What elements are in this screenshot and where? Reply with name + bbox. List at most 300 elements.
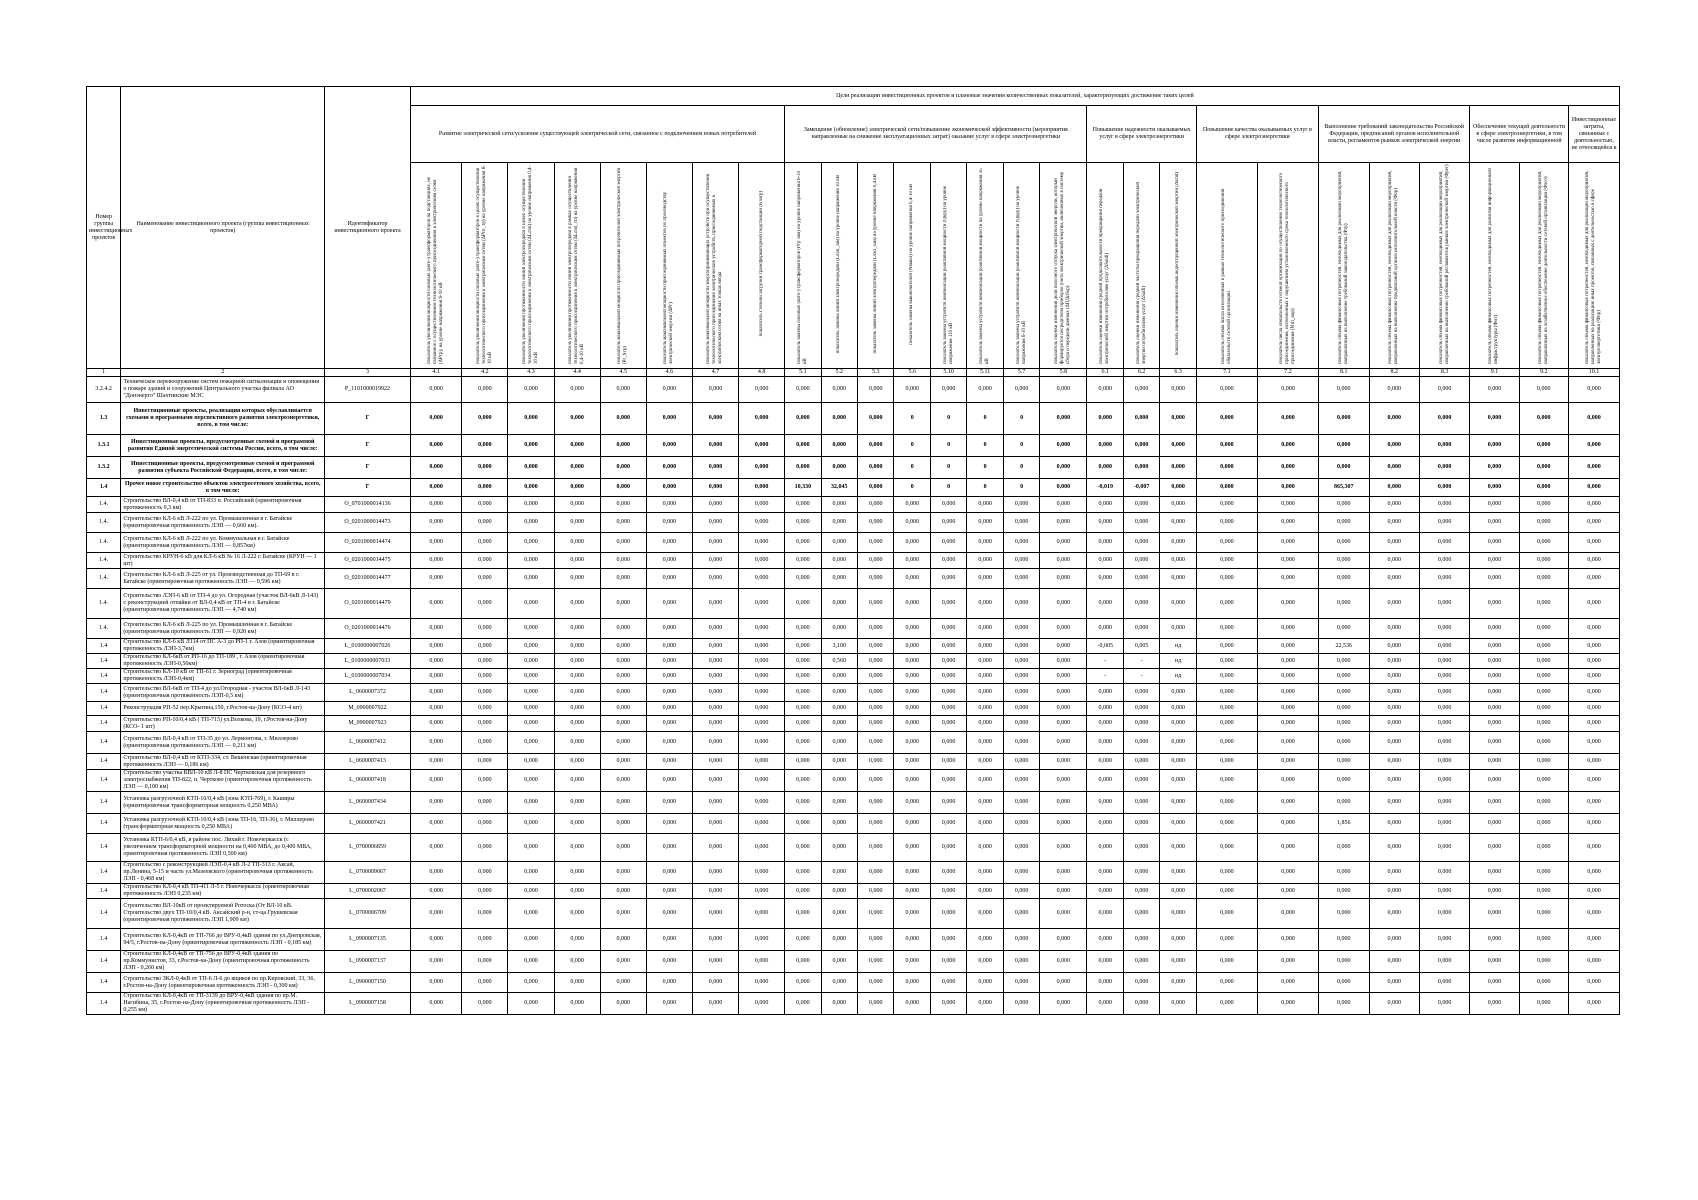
column-number: 4.5 [600,369,646,377]
table-row [87,403,1620,435]
indicator-value: 0,000 [1160,435,1196,457]
indicator-value: 0,000 [646,899,692,929]
table-row [87,814,1620,834]
indicator-value: 0,000 [1257,533,1318,553]
indicator-value: 0,000 [785,403,821,435]
indicator-value: 0,000 [894,589,930,619]
indicator-value: 0,000 [554,619,600,639]
indicator-value: 0,000 [1519,497,1568,513]
indicator-value: 32,045 [821,479,857,497]
indicator-value: - [1123,654,1159,669]
row-group-number: 1.4 [87,899,121,929]
indicator-value: 0,000 [508,639,554,654]
indicator-value: 0,000 [739,834,785,862]
indicator-value: 0,000 [410,639,461,654]
row-group-number: 1.4. [87,553,121,569]
row-project-name: Строительство ВЛ-0,4 кВ от КТП-334, ст. Вешенская (ориентировочная протяженность ЛЭП — 0,186 км) [121,754,325,770]
indicator-value: 0,000 [739,669,785,684]
indicator-value: 0,000 [646,435,692,457]
indicator-value: 0,000 [739,377,785,403]
indicator-value: 0,000 [554,589,600,619]
indicator-value: 0,000 [1196,884,1257,899]
indicator-value: 0,000 [600,654,646,669]
indicator-value: 0,000 [1123,533,1159,553]
indicator-value: 0,000 [785,569,821,589]
indicator-value: 0,000 [967,770,1003,792]
indicator-value: 0,000 [930,792,966,814]
indicator-value: 0,000 [1123,770,1159,792]
indicator-value: 0,000 [858,479,894,497]
indicator-value: 0,000 [1003,754,1039,770]
indicator-value: 0,000 [1369,457,1419,479]
indicator-value: 0,000 [462,834,508,862]
column-number: 4.4 [554,369,600,377]
indicator-value: 0,000 [1470,669,1519,684]
indicator-value: 0 [930,403,966,435]
indicator-value: 0,000 [1257,553,1318,569]
indicator-value: 0,000 [508,553,554,569]
row-group-number: 1.4 [87,770,121,792]
column-number: 10.1 [1568,369,1619,377]
indicator-value: 0,000 [1470,792,1519,814]
indicator-value: 0,000 [410,770,461,792]
indicator-value: 0,000 [692,654,738,669]
indicator-value: 0,000 [1519,435,1568,457]
row-project-name: Установка разгрузочной КТП-10/0,4 кВ (зона ТП-16, ТП-36), г. Миллерово (трансформаторная мощность 0,250 МВА) [121,814,325,834]
indicator-value: 0,000 [930,533,966,553]
indicator-value: 0,000 [1470,553,1519,569]
indicator-value: 0,000 [646,702,692,716]
indicator-value: 0,000 [410,497,461,513]
table-row [87,589,1620,619]
row-project-id: M_0900007923 [325,716,411,732]
indicator-value: 0,000 [554,862,600,884]
indicator-value: 0,000 [1419,435,1469,457]
row-project-id: L_0900007158 [325,993,411,1015]
row-group-number: 1.4 [87,884,121,899]
indicator-value: 0,000 [1257,435,1318,457]
indicator-value: 0,000 [1470,814,1519,834]
column-number: 6.1 [1087,369,1123,377]
indicator-value: 0,000 [1087,834,1123,862]
indicator-value: 0,000 [894,639,930,654]
table-row [87,553,1620,569]
indicator-value: 0,000 [858,973,894,993]
indicator-value: 0,000 [1160,716,1196,732]
column-number: 5.8 [1040,369,1087,377]
indicator-value: 0,000 [1319,862,1369,884]
indicator-value: 0,000 [600,884,646,899]
row-group-number: 1.4. [87,569,121,589]
indicator-value: 0,000 [1419,669,1469,684]
indicator-value: 0,000 [1257,669,1318,684]
indicator-value: 0,000 [930,716,966,732]
indicator-value: 0,000 [894,792,930,814]
indicator-value: 0,000 [1419,770,1469,792]
indicator-value: 0,000 [462,754,508,770]
row-group-number: 1.4 [87,479,121,497]
indicator-value: 0,000 [1568,513,1619,533]
indicator-value: 0,000 [858,862,894,884]
indicator-value: 0,000 [646,654,692,669]
indicator-value: 0,000 [930,754,966,770]
column-number: 8.1 [1319,369,1369,377]
row-group-number: 1.3 [87,403,121,435]
indicator-value: 0,000 [508,732,554,754]
table-row [87,862,1620,884]
header-group-development: Развитие электрической сети/усиление существующей электрической сети, связанное с подключением новых потребителей [410,106,784,163]
indicator-value: 0,000 [1196,951,1257,973]
indicator-value: 0,000 [739,654,785,669]
row-project-id: L_0900007137 [325,951,411,973]
indicator-value: 0,005 [1123,639,1159,654]
indicator-value: 0,000 [1003,792,1039,814]
indicator-value: 0,000 [1123,899,1159,929]
indicator-value: 0,000 [1123,589,1159,619]
indicator-value: 0,000 [858,716,894,732]
table-row [87,457,1620,479]
indicator-value: 0,000 [1419,684,1469,702]
indicator-value: 0,000 [462,862,508,884]
indicator-value: 0,560 [821,654,857,669]
row-project-id: Г [325,457,411,479]
indicator-value: 0,000 [508,669,554,684]
indicator-value: 0,000 [600,929,646,951]
indicator-value: 0,000 [1257,716,1318,732]
indicator-value: 0,000 [1568,569,1619,589]
indicator-value: 0,000 [1003,569,1039,589]
indicator-value: 0,000 [821,899,857,929]
indicator-value: 0,000 [858,513,894,533]
indicator-value: 0,000 [1369,497,1419,513]
indicator-value: 0,000 [739,403,785,435]
indicator-value: 0,000 [1419,702,1469,716]
indicator-value: 0,000 [410,702,461,716]
indicator-value: 0,000 [646,951,692,973]
indicator-header-text: показатель замены силовых (авто-) трансформаторов (Pтр зам) на уровне напряжения 6-10 кВ [796,170,808,364]
indicator-value: 0,000 [462,619,508,639]
indicator-value: 0,000 [410,513,461,533]
indicator-value: 0,000 [930,654,966,669]
indicator-value: 0,000 [858,589,894,619]
indicator-value: 0,000 [967,754,1003,770]
indicator-value: 0,000 [858,619,894,639]
indicator-value: 0,000 [462,497,508,513]
indicator-value: 0,000 [1470,513,1519,533]
indicator-value: 0,000 [739,814,785,834]
indicator-value: 0,000 [692,589,738,619]
indicator-value: 0,000 [785,754,821,770]
indicator-value: 0 [967,435,1003,457]
header-group-quality: Повышение качества оказываемых услуг в сфере электроэнергетики [1196,106,1318,163]
indicator-header-text: показатель увеличения протяженности линий электропередачи в целях осуществления технологического присоединения к электрическим сетям (ΔLлэп) на уровне напряжения 0,4-10 кВ [522,165,540,364]
indicator-value: 0,000 [930,814,966,834]
indicator-value: 0,000 [1123,884,1159,899]
indicator-value: 0,000 [1003,669,1039,684]
indicator-value: 0,000 [646,569,692,589]
indicator-header [1369,163,1419,369]
header-group-reliability: Повышение надежности оказываемых услуг в сфере электроэнергетики [1087,106,1196,163]
row-group-number: 1.4 [87,834,121,862]
indicator-value: 0,000 [1419,814,1469,834]
indicator-value: 0,000 [646,884,692,899]
indicator-value: 0,000 [1319,993,1369,1015]
indicator-header [646,163,692,369]
indicator-value: 0,000 [1196,993,1257,1015]
row-group-number: 1.4 [87,973,121,993]
indicator-header [1568,163,1619,369]
indicator-header-text: показатель максимальной мощности энергопринимающих устройств при осуществлении технологического присоединения электрических устройств, присоединяемых к электрическим сетям на иных точках ввода [706,173,724,364]
row-project-name: Установка разгрузочной КТП-10/0,4 кВ (зона КТП-769), г. Каширы (ориентировочная трансформаторная мощность 0,250 МВА) [121,792,325,814]
indicator-value: 0,000 [1369,435,1419,457]
indicator-value: 0,000 [785,973,821,993]
table-row [87,716,1620,732]
indicator-value: 0,000 [1257,569,1318,589]
indicator-value: 0,000 [646,619,692,639]
indicator-header [1196,163,1257,369]
indicator-value: 0,000 [1470,716,1519,732]
indicator-value: 0,000 [930,639,966,654]
indicator-value: 0,000 [1003,973,1039,993]
indicator-value: 0,000 [858,814,894,834]
indicator-value: 0,000 [1568,553,1619,569]
indicator-value: 0,000 [1568,654,1619,669]
row-project-id: O_0201000014477 [325,569,411,589]
indicator-value: 0,000 [692,862,738,884]
indicator-value: 0,000 [739,569,785,589]
indicator-header-text: показатель оценки изменения объема недоотпущенной электрической энергии (ΔEnd) [1175,172,1181,356]
indicator-value: 0,000 [462,814,508,834]
indicator-value: 0,000 [410,884,461,899]
indicator-value: 0,000 [1369,702,1419,716]
indicator-value: 0,000 [410,732,461,754]
indicator-value: 0,000 [821,533,857,553]
indicator-value: 0,000 [462,684,508,702]
indicator-value: 0,000 [554,533,600,553]
indicator-value: -0,019 [1087,479,1123,497]
indicator-value: 0,000 [646,792,692,814]
indicator-value: 0,000 [739,993,785,1015]
indicator-value: 0,000 [462,770,508,792]
indicator-value: 0,000 [930,669,966,684]
indicator-value: 0,000 [1419,929,1469,951]
indicator-header-text: показатель объема финансовых потребностей, необходимых для реализации мероприятий, направленных на выполнение требований законодательства (Фтр) [1337,170,1349,364]
row-project-name: Строительство ЗКЛ-0,4кВ от ТП-6 Л-6 до ящиков по пр.Кировский, 33, 36, г.Ростов-на-Дону (ориентировочная протяженность ЛЭП - 0,300 км) [121,973,325,993]
indicator-header-text: показатель увеличения протяженности линий электропередачи в рамках осуществления технологического присоединения к электрическим сетям (ΔLлэп_тп) на уровне напряжения 0,4-10 кВ [568,167,586,364]
indicator-header [410,163,461,369]
indicator-value: 0,000 [1519,569,1568,589]
indicator-value: 0,000 [1087,770,1123,792]
row-project-id: L_0600007434 [325,792,411,814]
indicator-value: 0,000 [894,814,930,834]
indicator-value: 0,000 [894,654,930,669]
indicator-value: 0,000 [785,929,821,951]
indicator-value: 0,000 [692,993,738,1015]
indicator-value: 0,000 [410,569,461,589]
indicator-value: 0,000 [508,619,554,639]
indicator-value: 0,000 [1470,589,1519,619]
indicator-value: 0,000 [692,619,738,639]
indicator-value: 0,000 [1123,732,1159,754]
indicator-value: 0,000 [554,732,600,754]
indicator-value: 0,000 [692,884,738,899]
indicator-value: 0,000 [1319,770,1369,792]
indicator-value: 0,000 [1160,973,1196,993]
indicator-value: 0,000 [462,639,508,654]
indicator-value: 0,000 [600,754,646,770]
indicator-value: 0,000 [821,814,857,834]
indicator-value: 0,000 [1519,639,1568,654]
indicator-value: 0,000 [1319,435,1369,457]
indicator-value: 0,000 [967,702,1003,716]
indicator-value: 0,000 [692,669,738,684]
indicator-value: 0,000 [1519,533,1568,553]
table-row [87,732,1620,754]
indicator-value: 0,000 [462,951,508,973]
indicator-value: 0,000 [1470,973,1519,993]
indicator-value: 0,000 [1419,716,1469,732]
indicator-value: 0 [930,435,966,457]
indicator-value: 0,000 [692,792,738,814]
indicator-value: 0,000 [739,792,785,814]
indicator-value: 0,000 [462,435,508,457]
indicator-header-text: показатель оценки изменения доли полезного отпуска электрической энергии, который формируется посредством приборов учета электрической энергии, включенных в систему сбора и передачи данных (ΔПДсбор) [1054,171,1072,364]
indicator-value: 0,000 [967,639,1003,654]
indicator-value: 0,000 [462,513,508,533]
indicator-value: 0,000 [821,973,857,993]
indicator-value: 0,000 [894,834,930,862]
row-group-number: 1.3.2 [87,457,121,479]
indicator-value: 0,000 [410,993,461,1015]
indicator-value: 0,000 [1040,732,1087,754]
header-group-replacement: Замещение (обновление) электрической сети/повышение экономической эффективности (мероприятия направленные на снижение эксплуатационных затрат) оказание услуг в сфере электроэнергетики [785,106,1087,163]
indicator-value: 0,000 [692,553,738,569]
indicator-value: 0,000 [554,973,600,993]
indicator-value: 0,000 [1003,377,1039,403]
indicator-value: 0,000 [930,684,966,702]
indicator-value: 0,000 [1369,553,1419,569]
indicator-value: 0,000 [600,435,646,457]
indicator-value: 0,000 [600,619,646,639]
row-project-id: L_0600007418 [325,770,411,792]
indicator-value: 0,000 [1470,929,1519,951]
header-project-name: Наименование инвестиционного проекта (группы инвестиционных проектов) [121,87,325,369]
indicator-value: 0,000 [1519,792,1568,814]
indicator-value: 0,000 [410,951,461,973]
indicator-value: 0,000 [692,951,738,973]
indicator-value: 0,000 [600,569,646,589]
indicator-value: 0,000 [1470,684,1519,702]
indicator-value: 0,000 [785,834,821,862]
indicator-value: 0,000 [1087,973,1123,993]
indicator-value: 0,000 [646,639,692,654]
indicator-value: 0,000 [1087,533,1123,553]
row-project-name: Строительство КЛ-0,4кВ от ТП-3139 до ВРУ-0,4кВ здания по пр.М. Нагибина, 35, г.Ростов-на-Дону (ориентировочная протяженность ЛЭП - 0,255 км) [121,993,325,1015]
indicator-value: 0,000 [692,377,738,403]
indicator-value: 0,000 [1123,792,1159,814]
indicator-value: 0,000 [1123,929,1159,951]
indicator-value: 0,000 [1419,884,1469,899]
column-number: 7.1 [1196,369,1257,377]
indicator-value: 3,100 [821,639,857,654]
column-number: 4.7 [692,369,738,377]
indicator-value: 0,000 [508,654,554,669]
indicator-value: 0,000 [1257,702,1318,716]
indicator-value: 0,000 [1087,754,1123,770]
indicator-value: 0,000 [600,899,646,929]
indicator-value: 0,000 [1319,654,1369,669]
indicator-value: 0,000 [821,569,857,589]
indicator-value: 0,000 [692,403,738,435]
indicator-value: 0,000 [1003,862,1039,884]
indicator-value: 0,000 [858,929,894,951]
indicator-value: 0,000 [1123,513,1159,533]
indicator-value: 0,000 [554,377,600,403]
row-group-number: 1.4 [87,792,121,814]
indicator-value: 0,000 [1123,716,1159,732]
indicator-value: 0,000 [858,770,894,792]
indicator-value: 0,000 [930,589,966,619]
indicator-value: 0,000 [930,513,966,533]
indicator-value: 0,000 [739,513,785,533]
indicator-value: 0,000 [1196,403,1257,435]
indicator-value: 0,000 [1519,619,1568,639]
indicator-value: 0,000 [1003,684,1039,702]
row-project-id: L_0100000007034 [325,669,411,684]
indicator-value: 0,000 [1087,951,1123,973]
indicator-value: 0,000 [410,403,461,435]
indicator-value: 0,000 [1040,884,1087,899]
column-number: 5.7 [1003,369,1039,377]
indicator-value: 0,000 [967,814,1003,834]
indicator-header [1519,163,1568,369]
indicator-value: 0,000 [600,716,646,732]
indicator-value: 0,000 [1470,702,1519,716]
indicator-value: 0,000 [508,834,554,862]
indicator-value: 0,000 [1257,513,1318,533]
indicator-value: 0,000 [1160,951,1196,973]
indicator-value: 0,000 [1257,973,1318,993]
indicator-value: 0,000 [821,497,857,513]
indicator-value: 0,000 [1319,899,1369,929]
indicator-value: 0,000 [1160,457,1196,479]
indicator-value: 0,000 [785,377,821,403]
indicator-value: 0,000 [967,884,1003,899]
indicator-value: 0 [930,457,966,479]
indicator-value: 0,000 [1123,435,1159,457]
indicator-value: 0,000 [1568,862,1619,884]
indicator-value: 0,000 [1257,403,1318,435]
column-number: 4.6 [646,369,692,377]
row-project-name: Строительство участка КВЛ-10 кВ Л-8 ПС Чертковская для резервного электроснабжения ТП-822, п. Чертково (ориентировочная протяженность ЛЭП — 0,100 км) [121,770,325,792]
indicator-value: 0,000 [1123,569,1159,589]
header-group-legislation: Выполнение требований законодательства Российской Федерации, предписаний органов исполнительной власти, регламентов рынков электрической энергии [1319,106,1470,163]
indicator-value: 0,000 [646,814,692,834]
indicator-value: 0,000 [462,792,508,814]
indicator-value: 0,000 [1123,754,1159,770]
table-row [87,654,1620,669]
indicator-value: 0,000 [785,862,821,884]
indicator-value: 0,000 [1040,435,1087,457]
indicator-value: 0,000 [1160,497,1196,513]
indicator-value: 0,000 [1568,993,1619,1015]
indicator-value: 0,000 [410,553,461,569]
indicator-value: 0,000 [1257,899,1318,929]
indicator-value: 0,000 [1123,377,1159,403]
indicator-value: 0,000 [739,479,785,497]
indicator-header [1160,163,1196,369]
indicator-value: 0,000 [410,377,461,403]
